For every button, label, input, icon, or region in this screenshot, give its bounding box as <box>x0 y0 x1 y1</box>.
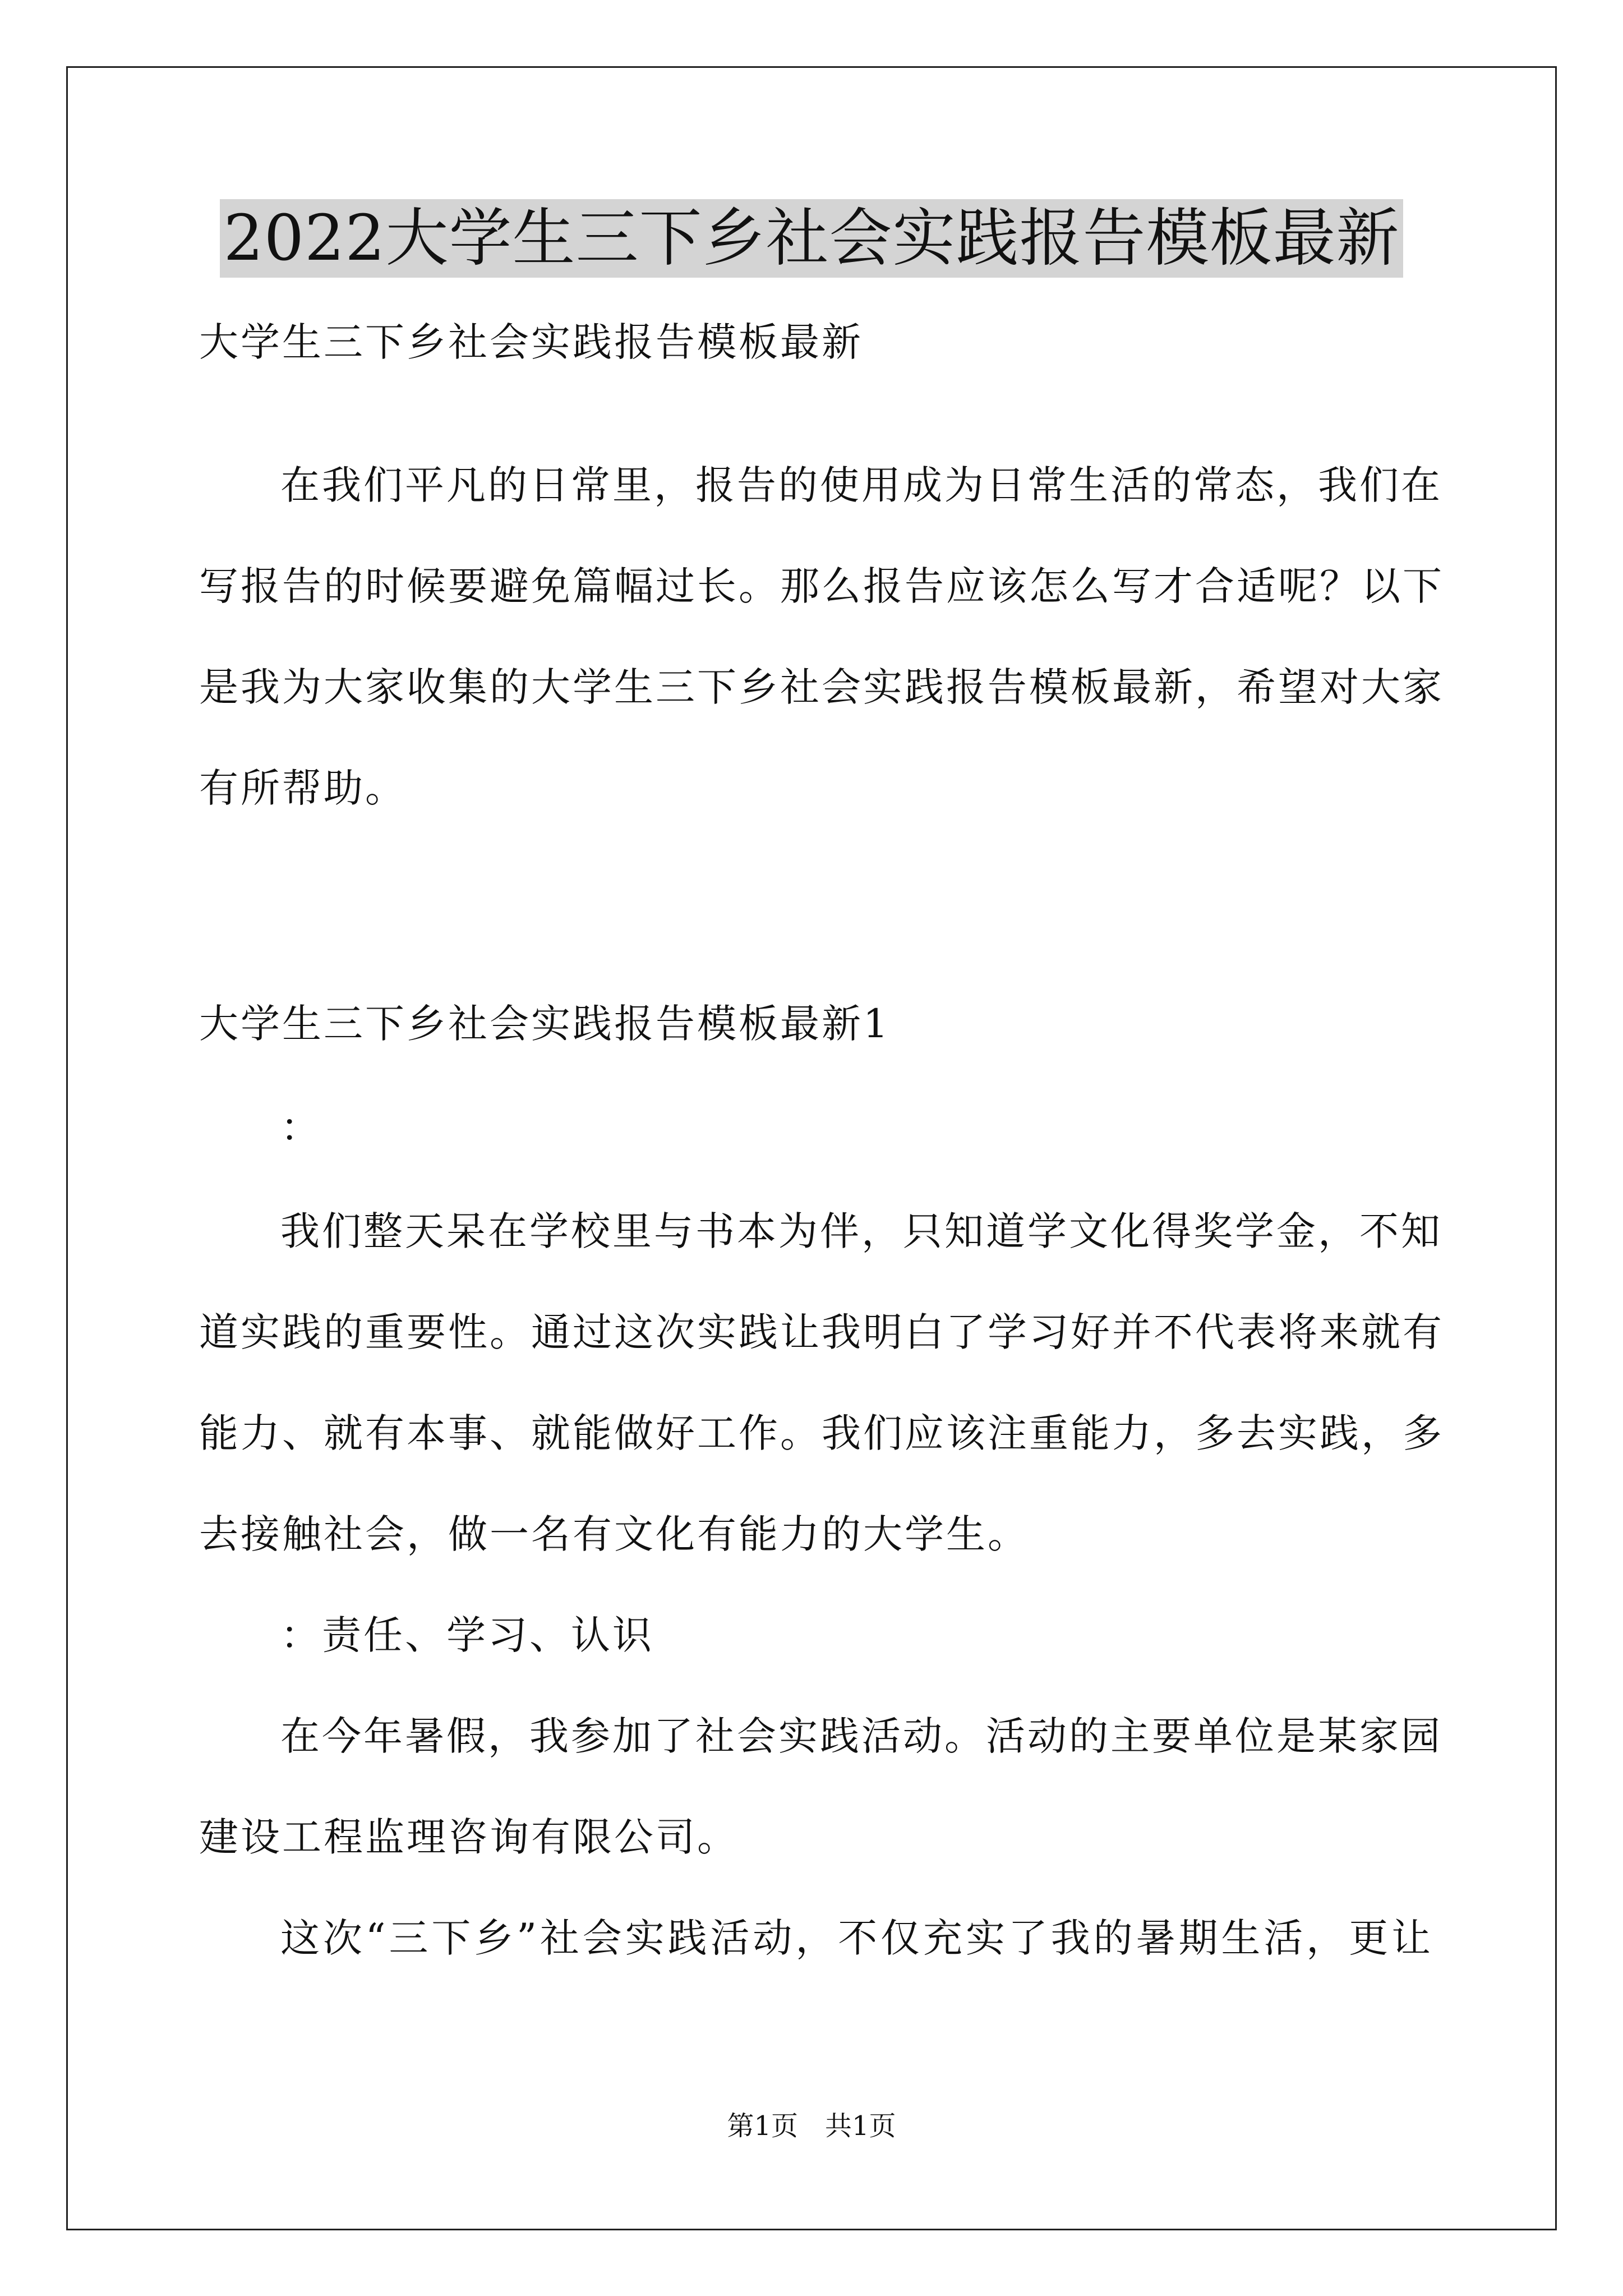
paragraph-line: ： <box>280 1105 322 1151</box>
subtitle-line: 大学生三下乡社会实践报告模板最新 <box>199 319 863 365</box>
keywords-line: ：责任、学习、认识 <box>280 1612 654 1658</box>
paragraph-line: 我们整天呆在学校里与书本为伴，只知道学文化得奖学金，不知 <box>280 1208 1442 1254</box>
paragraph-line: 写报告的时候要避免篇幅过长。那么报告应该怎么写才合适呢？以下 <box>199 563 1444 609</box>
paragraph-line: 能力、就有本事、就能做好工作。我们应该注重能力，多去实践，多 <box>199 1410 1444 1456</box>
document-title: 2022大学生三下乡社会实践报告模板最新 <box>220 199 1403 278</box>
paragraph-line: 道实践的重要性。通过这次实践让我明白了学习好并不代表将来就有 <box>199 1309 1444 1355</box>
title-area <box>0 199 1623 278</box>
paragraph-line: 有所帮助。 <box>199 765 407 811</box>
paragraph-line: 在我们平凡的日常里，报告的使用成为日常生活的常态，我们在 <box>280 462 1442 508</box>
paragraph-line: 是我为大家收集的大学生三下乡社会实践报告模板最新，希望对大家 <box>199 664 1444 710</box>
paragraph-line: 在今年暑假，我参加了社会实践活动。活动的主要单位是某家园 <box>280 1713 1442 1759</box>
paragraph-line: 建设工程监理咨询有限公司。 <box>199 1814 739 1860</box>
paragraph-line: 去接触社会，做一名有文化有能力的大学生。 <box>199 1511 1029 1557</box>
page-total: 共1页 <box>825 2110 896 2142</box>
page-footer <box>0 2109 1623 2143</box>
section-heading: 大学生三下乡社会实践报告模板最新1 <box>199 1001 891 1047</box>
page-number: 第1页 <box>727 2110 798 2142</box>
paragraph-line: 这次“三下乡”社会实践活动，不仅充实了我的暑期生活，更让 <box>280 1915 1433 1961</box>
